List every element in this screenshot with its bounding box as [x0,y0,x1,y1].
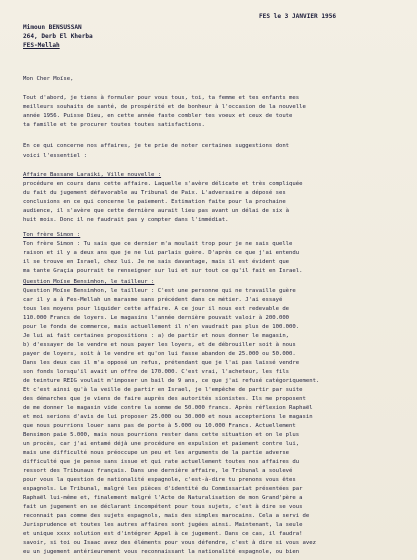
body-line: Bensimon paie 5.000, mais nous pourrions rester dans cette situation et on le plus [23,432,300,438]
body-line: En ce qui concerne nos affaires, je te prie de noter certaines suggestions dont [23,143,290,149]
body-line: Ton frère Simon : Tu sais que ce dernier m'a moulait trop pour je ne sais quelle [23,241,293,247]
body-line: de me donner le magasin vide contre la somme de 50.000 francs. Après réflexion Raphaël [23,405,313,411]
body-line: Et c'est ainsi qu'à la veille de partir en Israel, je l'empêche de partir par suite [23,387,303,393]
body-line: car il y a à Fes-Mellah un marasme sans précédent dans ce métier. J'ai essayé [23,297,283,303]
body-line: pour vous la question de nationalité espagnole, c'est-à-dire tu prenons vous êtes [23,477,296,483]
section-heading: Question Moïse Bensimhon, le tailleur : [23,279,155,285]
body-line: conclusions en ce qui concerne le paiement. Estimation faite pour la prochaine [23,199,286,205]
sender-street: 264, Derb El Kherba [23,33,93,40]
body-line: espagnols. Le Tribunal, malgré les pièces d'identité du Commissariat présentées par [23,486,303,492]
section-heading: Affaire Bassane Laraiki, Ville nouvelle : [23,172,162,178]
body-line: il se trouve en Israel, chez lui. Je ne sais davantage, mais il est évident que [23,259,290,265]
body-line: pour le fonds de commerce, mais actuellement il n'en vaudrait pas plus de 100.000. [23,324,300,330]
body-line: fait un jugement en se déclarant incompétent pour tous sujets, c'est à dire se vous [23,504,303,510]
body-line: du fait du jugement défavorable au Tribunal de Paix. L'adversaire a déposé ses [23,190,286,196]
body-line: Raphaël lui-même et, finalement malgré l'Acte de Naturalisation de mon Grand'père a [23,495,303,501]
body-line: et moi serions d'avis de lui proposer 25.000 ou 30.000 et nous accepterions le magasin [23,414,313,420]
sender-name: Mimoun BENSUSSAN [23,24,82,31]
body-line: Question Moïse Bensimhon, le tailleur : C'est une personne qui ne travaille guère [23,288,296,294]
body-line: Jurisprudence et toutes les autres affaires sont jugées ainsi. Maintenant, la seule [23,522,303,528]
body-line: audience, il s'avère que cette dernière aurait lieu pas avant un délai de six à [23,208,290,214]
body-line: des démarches que je viens de faire auprès des autorités sionistes. Ils me proposent [23,396,306,402]
body-line: difficulté que je pense sans issue et qui rate actuellement toutes nos affaires du [23,459,300,465]
body-line: ta famille et te procurer toutes toutes satisfactions. [23,122,205,128]
body-line: b) d'essayer de le vendre et nous payer les loyers, et de débrouiller soit à nous [23,342,296,348]
salutation: Mon Cher Moïse, [23,76,74,82]
body-line: année 1956. Puisse Dieu, en cette année faste combler tes voeux et ceux de toute [23,113,293,119]
body-line: son fonds lorsqu'il avait un offre de 170.000. C'est vrai, l'acheteur, les fils [23,369,290,375]
body-line: savoir, si toi ou Isaac avez des éléments pour vous défendre, c'est à dire si vous avez [23,540,316,546]
body-line: que nous pourrions louer sans pas de porte à 5.000 ou 10.000 Francs. Actuellement [23,423,296,429]
sender-city: FES-Mellah [23,42,60,49]
body-line: Je lui ai fait certaines propositions : a) de partir et nous donner le magasin, [23,333,290,339]
body-line: eu un jugement antérieurement vous reconnaissant la nationalité espagnole, ou bien [23,549,300,555]
body-line: 110.000 Francs de loyers. Le magasins l'année dernière pouvait valoir à 200.000 [23,315,290,321]
body-line: mais une difficulté nous préoccupe un peu et les arguments de la partie adverse [23,450,290,456]
body-line: huit mois. Donc il ne faudrait pas y compter dans l'immédiat. [23,217,229,223]
body-line: ma tante Graçia pourrait te renseigner sur lui et sur tout ce qu'il fait en Israel. [23,268,303,274]
body-line: ressort des Tribunaux français. Dans une dernière affaire, le Tribunal a soulevé [23,468,293,474]
date-line: FES le 3 JANVIER 1956 [259,13,337,20]
section-heading: Ton frère Simon : [23,232,81,238]
body-line: Tout d'abord, je tiens à formuler pour vous tous, toi, ta femme et tes enfants mes [23,95,300,101]
body-line: tous les moyens pour liquider cette affaire. A ce jour il nous est redevable de [23,306,290,312]
body-line: et unique xxxx solution est d'intégrer Appel à ce jugement. Dans ce cas, il faudra! [23,531,303,537]
body-line: payer de loyers, soit à le vendre et qu'on lui fasse abandon de 25.000 ou 50.000. [23,351,296,357]
body-line: raison et il y a deux ans que je ne lui parlais guère. D'après ce que j'ai entendu [23,250,300,256]
body-line: Dans les deux cas il m'a opposé un refus, prétendant que je l'ai pas laissé vendre [23,360,300,366]
body-line: un procès, car j'ai entamé déjà une procédure en expulsion et paiement contre lui, [23,441,300,447]
body-line: procédure en cours dans cette affaire. Laquelle s'avère délicate et très compliquée [23,181,303,187]
body-line: de teinture REIG voulait m'imposer un bail de 9 ans, ce que j'ai refusé catégoriquement. [23,378,320,384]
body-line: reconnait pas comme des sujets espagnols, mais des simples marocains. Cela a servi de [23,513,310,519]
body-line: voici l'essentiel : [23,153,87,159]
body-line: meilleurs souhaits de santé, de prospérité et de bonheur à l'occasion de la nouvelle [23,104,306,110]
